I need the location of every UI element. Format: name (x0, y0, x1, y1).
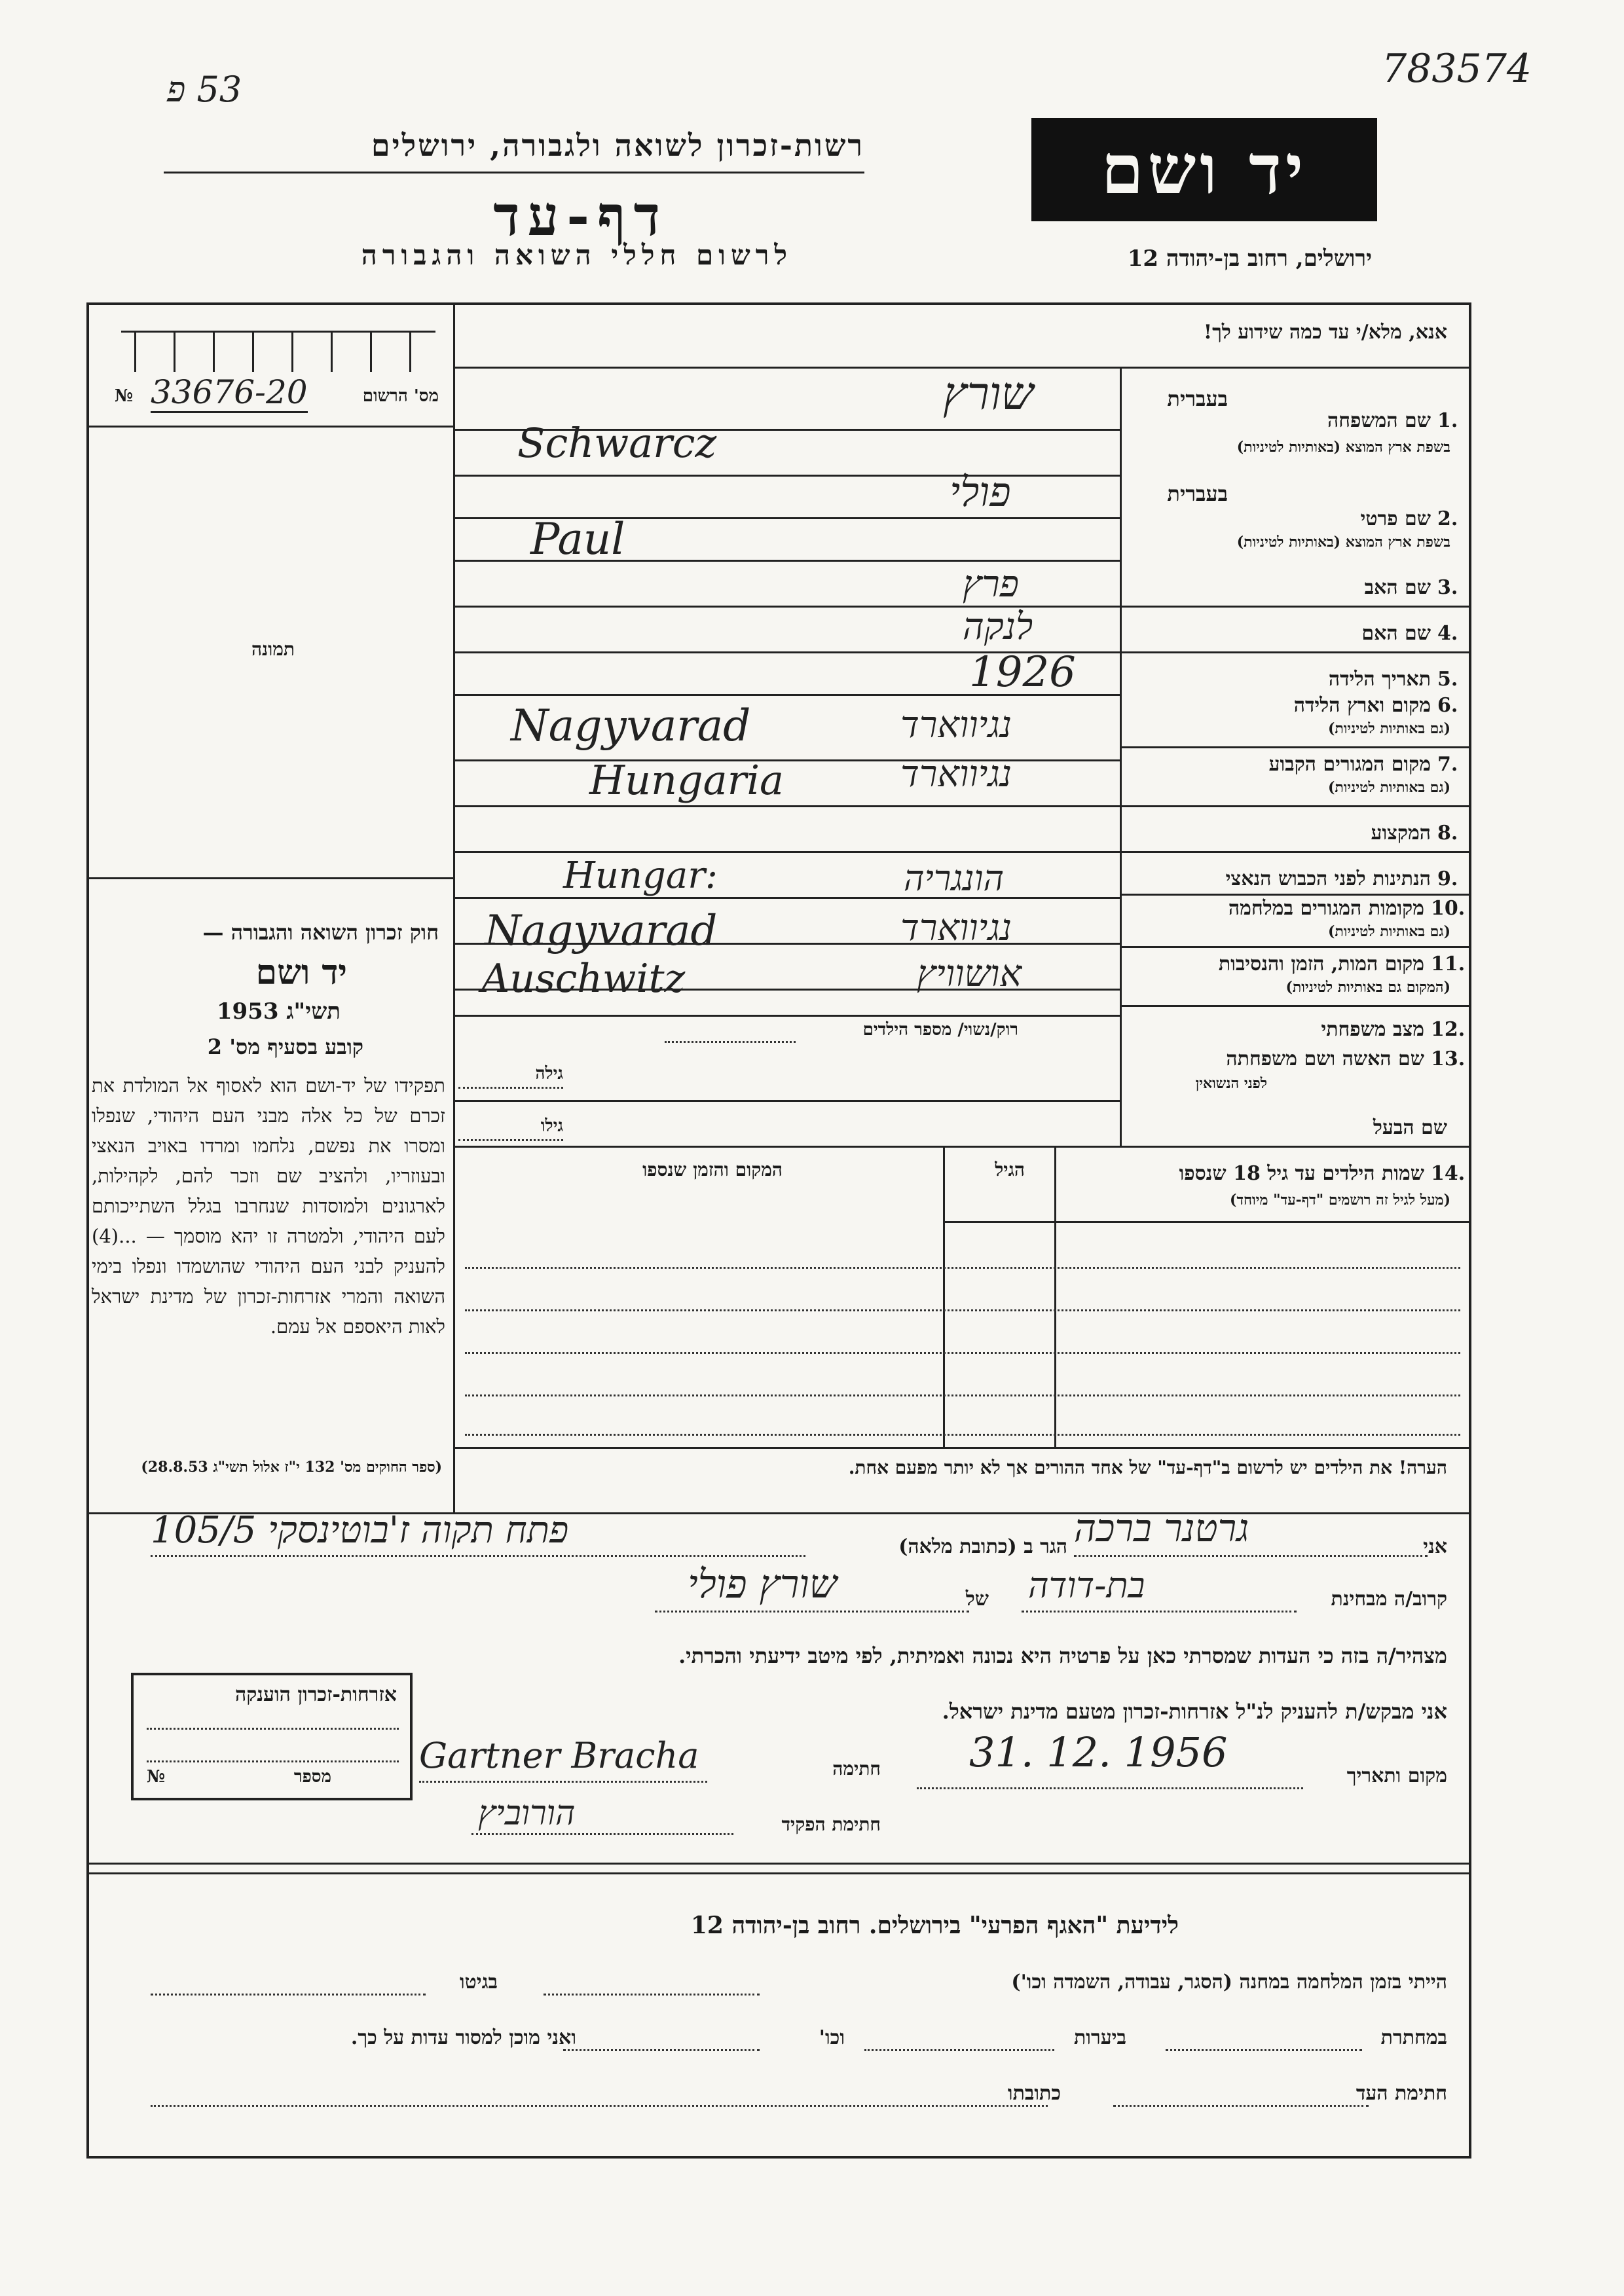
row-line (453, 1100, 1120, 1102)
yad-vashem-logo (1031, 118, 1377, 221)
children-title: שמות הילדים עד גיל 18 שנספו (1179, 1162, 1424, 1185)
officer-value: הורוביץ (478, 1794, 576, 1833)
row-line (453, 897, 1120, 899)
label-line (1120, 946, 1471, 948)
children-row (465, 1267, 1460, 1269)
officer-line (471, 1833, 733, 1835)
field-2-heb-value: פולי (950, 468, 1011, 516)
footer-line1: הייתי בזמן המלחמה במחנה (הסגר, עבודה, השמדה וכו') (1011, 1971, 1447, 1994)
field-9-label: הנתינות לפני הכבוש הנאצי (1225, 867, 1431, 890)
forests-line (864, 2049, 1054, 2051)
logo-text: יד ושם (1101, 129, 1308, 210)
note-top-line (453, 1447, 1471, 1449)
institution-name: רשות-זכרון לשואה ולגבורה, ירושלים (371, 128, 864, 163)
footer-etc: וכו' (819, 2026, 845, 2049)
label-line (1120, 651, 1471, 653)
footer-witness-sig: חתימת העד (1356, 2082, 1447, 2105)
certificate-box-number: מספר (293, 1767, 331, 1787)
law-name: יד ושם (255, 953, 347, 993)
field-3-number: 3. (1437, 576, 1458, 599)
field-1-sub: בשפת ארץ המוצא (באותיות לטיניות) (1236, 439, 1450, 456)
children-col-age: הגיל (995, 1159, 1025, 1180)
footer-forests: ביערות (1073, 2026, 1126, 2049)
field-11-sub: (המקום גם באותיות לטיניות) (1285, 979, 1450, 996)
declarant-line (1074, 1555, 1428, 1557)
camp-line (544, 1994, 760, 1995)
sidebar-divider (453, 302, 455, 1514)
row-line (453, 1015, 1120, 1017)
signature-value: Gartner Bracha (419, 1735, 699, 1776)
children-top-line (453, 1146, 1471, 1148)
field-10-sub: (גם באותיות לטיניות) (1327, 923, 1450, 940)
spouse-label: שם הבעל (1373, 1116, 1447, 1139)
place-date-line (917, 1787, 1303, 1789)
field-4-label: שם האם (1361, 622, 1431, 645)
field-11-label: מקום המות, הזמן והנסיבות (1218, 953, 1424, 975)
field-8-label: המקצוע (1371, 822, 1431, 845)
label-line (1120, 1005, 1471, 1007)
form-instruction: אנא, מלא/י עד כמה שידוע לך! (1203, 321, 1447, 344)
label-column-divider (1120, 367, 1122, 1146)
field-8-number: 8. (1437, 822, 1458, 845)
field-10-number: 10. (1431, 897, 1466, 920)
row-line (453, 475, 1120, 477)
declarant-label: אני (1423, 1535, 1447, 1558)
label-line (1120, 805, 1471, 807)
children-title-sub: (מעל לגיל זה רושמים "דף-עד" מיוחד) (1230, 1192, 1450, 1209)
law-title: חוק זכרון השואה והגבורה — (202, 920, 439, 945)
label-line (1120, 851, 1471, 853)
certificate-box-title: אזרחות-זכרון הוענקה (234, 1683, 397, 1706)
label-line (1120, 746, 1471, 748)
date-value: 31. 12. 1956 (969, 1728, 1228, 1776)
officer-label: חתימת הפקיד (781, 1813, 881, 1835)
field-6-sub: (גם באותיות לטיניות) (1327, 720, 1450, 737)
footer-ready: ואני מוכן למסור עדות על כך. (350, 2026, 576, 2049)
husband-age-label: גילו (540, 1116, 563, 1136)
field-6-heb-value: נגיווארד (900, 704, 1012, 746)
row-line (453, 851, 1120, 853)
field-4-value: לנקה (963, 606, 1033, 648)
form-subtitle: לרשום חללי השואה והגבורה (361, 239, 792, 271)
certificate-line (147, 1760, 399, 1762)
header-address: ירושלים, רחוב בן-יהודה 12 (1127, 246, 1372, 272)
request-text: אני מבקש/ת להעניק לנ"ל אזרחות-זכרון מטעם מדינת ישראל. (942, 1699, 1447, 1724)
wife-age-label: גילה (535, 1064, 563, 1084)
field-3-label: שם האב (1364, 576, 1431, 599)
field-12-number: 12. (1431, 1018, 1466, 1041)
register-number-boxes (121, 331, 435, 372)
field-7-label: מקום המגורים הקבוע (1268, 753, 1431, 776)
relation-line (1022, 1611, 1297, 1613)
photo-label: תמונה (251, 638, 295, 660)
field-7-sub: (גם באותיות לטיניות) (1327, 779, 1450, 796)
ghetto-line (151, 1994, 426, 1995)
register-number-value: 33676-20 (151, 373, 308, 413)
field-2-label: שם פרטי (1360, 507, 1431, 530)
field-5-value: 1926 (969, 648, 1076, 697)
children-row (465, 1434, 1460, 1436)
field-3-value: פרץ (963, 563, 1020, 606)
field-12-label: מצב משפחתי (1321, 1018, 1424, 1041)
law-text: תפקידו של יד-ושם הוא לאסוף אל המולדת את זכרם של כל אלה מבני העם היהודי, שנפלו ומסרו את נפשם, נלחמו ומרדו באויב הנאצי ובעוזריו, ולהציב שם וזכר להם, לקהילות, לארגונים ולמוסדות שנחרבו בגלל השתייכותם לעם היהודי, ולמטרה זו יהא מוסמך — ...(4) להעניק לבני העם היהודי שהושמדו ונפלו בימי השואה והמרי אזרחות-זכרון של מדינת ישראל לאות היאספם אל עמם. (92, 1074, 445, 1338)
field-1-label: שם המשפחה (1327, 409, 1431, 432)
law-year: תשי"ג 1953 (216, 998, 341, 1025)
children-count-line (665, 1041, 796, 1043)
etc-line (563, 2049, 760, 2051)
row-line (453, 759, 1120, 761)
declare-text: מצהיר/ה בזה כי העדות שמסרתי כאן על פרטיה היא נכונה ואמיתית, לפי מיטב ידיעתי והכרתי. (678, 1643, 1447, 1668)
children-col-place: המקום והזמן שנספו (642, 1159, 783, 1180)
corner-note-left: 53 פ (167, 69, 242, 110)
husband-age-line (458, 1139, 563, 1141)
field-1-lat-value: Schwarcz (517, 419, 717, 467)
field-13-label: שם האשה ושם משפחתה (1226, 1048, 1424, 1070)
field-10-heb-value: נגיווארד (900, 907, 1012, 949)
field-2-heb-tag: בעברית (1167, 481, 1228, 506)
field-11-number: 11. (1431, 953, 1466, 975)
children-row (465, 1309, 1460, 1311)
field-6-lat-value: Nagyvarad (511, 701, 751, 751)
certificate-line (147, 1728, 399, 1730)
wife-age-line (458, 1087, 563, 1089)
register-number-sign: № (115, 386, 134, 406)
field-13-number: 13. (1431, 1048, 1466, 1070)
field-10-lat-value: Nagyvarad (485, 907, 718, 955)
field-10-label: מקומות המגורים במלחמה (1228, 897, 1424, 920)
field-6-label: מקום וארץ הלידה (1293, 694, 1431, 717)
field-13-sub: לפני הנשואין (1195, 1075, 1267, 1092)
field-5-number: 5. (1437, 668, 1458, 691)
children-col-divider-2 (1054, 1146, 1056, 1447)
institution-underline (164, 172, 864, 173)
register-number-label: מס' הרשום (362, 386, 439, 406)
witness-sig-line (1113, 2105, 1369, 2107)
label-line (1120, 894, 1471, 896)
field-9-heb-value: הונגריה (904, 858, 1005, 899)
field-7-heb-value: נגיווארד (900, 753, 1012, 795)
footer-ghetto: בגיטו (459, 1971, 498, 1994)
address-value: פתח תקוה ז'בוטינסקי 105/5 (151, 1509, 569, 1552)
field-1-heb-tag: בעברית (1167, 386, 1228, 411)
field-6-number: 6. (1437, 694, 1458, 717)
footer-underground: במחתרת (1380, 2026, 1447, 2049)
photo-bottom-line (86, 877, 453, 879)
field-5-label: תאריך הלידה (1328, 668, 1431, 691)
photo-top-line (86, 426, 453, 428)
field-2-lat-value: Paul (530, 514, 625, 564)
row-line (453, 805, 1120, 807)
address-line (151, 1555, 805, 1557)
declarant-name: גרטנר ברכה (1074, 1506, 1249, 1550)
footer-top-line-1 (86, 1863, 1471, 1865)
footer-address: כתובתו (1007, 2082, 1061, 2105)
children-col-divider-1 (943, 1146, 945, 1447)
certificate-box (131, 1673, 413, 1800)
signature-line (419, 1781, 707, 1783)
corner-note-right: 783574 (1382, 46, 1532, 92)
field-4-number: 4. (1437, 622, 1458, 645)
signature-label: חתימה (832, 1758, 881, 1779)
of-value: שורץ פולי (688, 1561, 838, 1607)
label-line (1120, 606, 1471, 608)
field-11-lat-value: Auschwitz (481, 956, 686, 1002)
field-7-lat-value: Hungaria (589, 756, 784, 804)
field-2-number: 2. (1437, 507, 1458, 530)
children-row (465, 1394, 1460, 1396)
field-1-heb-value: שורץ (943, 367, 1034, 420)
children-header-line (943, 1221, 1471, 1223)
law-section: קובע בסעיף מס' 2 (207, 1034, 363, 1059)
field-12-options: רוק/נשוי/ מספר הילדים (862, 1020, 1018, 1040)
relation-value: בת-דודה (1028, 1565, 1145, 1606)
field-9-lat-value: Hungar: (563, 854, 718, 897)
underground-line (1166, 2049, 1362, 2051)
field-11-heb-value: אושוויץ (917, 953, 1022, 995)
form-title: דף-עד (493, 183, 668, 248)
field-14-number: 14. (1431, 1162, 1466, 1185)
of-line (655, 1611, 969, 1613)
children-note: הערה! את הילדים יש לרשום ב"דף-עד" של אחד ההורים אך לא יותר מפעם אחת. (848, 1457, 1447, 1478)
relative-label: קרוב/ה מבחינת (1331, 1588, 1447, 1611)
residing-label: הגר ב (כתובת מלאה) (898, 1535, 1067, 1558)
of-label: של (965, 1588, 989, 1611)
witness-address-line (151, 2105, 1048, 2107)
children-row (465, 1352, 1460, 1354)
field-7-number: 7. (1437, 753, 1458, 776)
place-date-label: מקום ותאריך (1346, 1764, 1447, 1787)
field-1-number: 1. (1437, 409, 1458, 432)
field-9-number: 9. (1437, 867, 1458, 890)
certificate-box-no: № (147, 1767, 166, 1787)
law-reference: (ספר החוקים מס' 132 י"ז אלול תשי"ג 28.8.53) (141, 1459, 442, 1476)
footer-top-line-2 (86, 1872, 1471, 1874)
footer-title: לידיעת "האגף הפרעי" בירושלים. רחוב בן-יהודה 12 (690, 1912, 1179, 1939)
field-2-sub: בשפת ארץ המוצא (באותיות לטיניות) (1236, 534, 1450, 551)
